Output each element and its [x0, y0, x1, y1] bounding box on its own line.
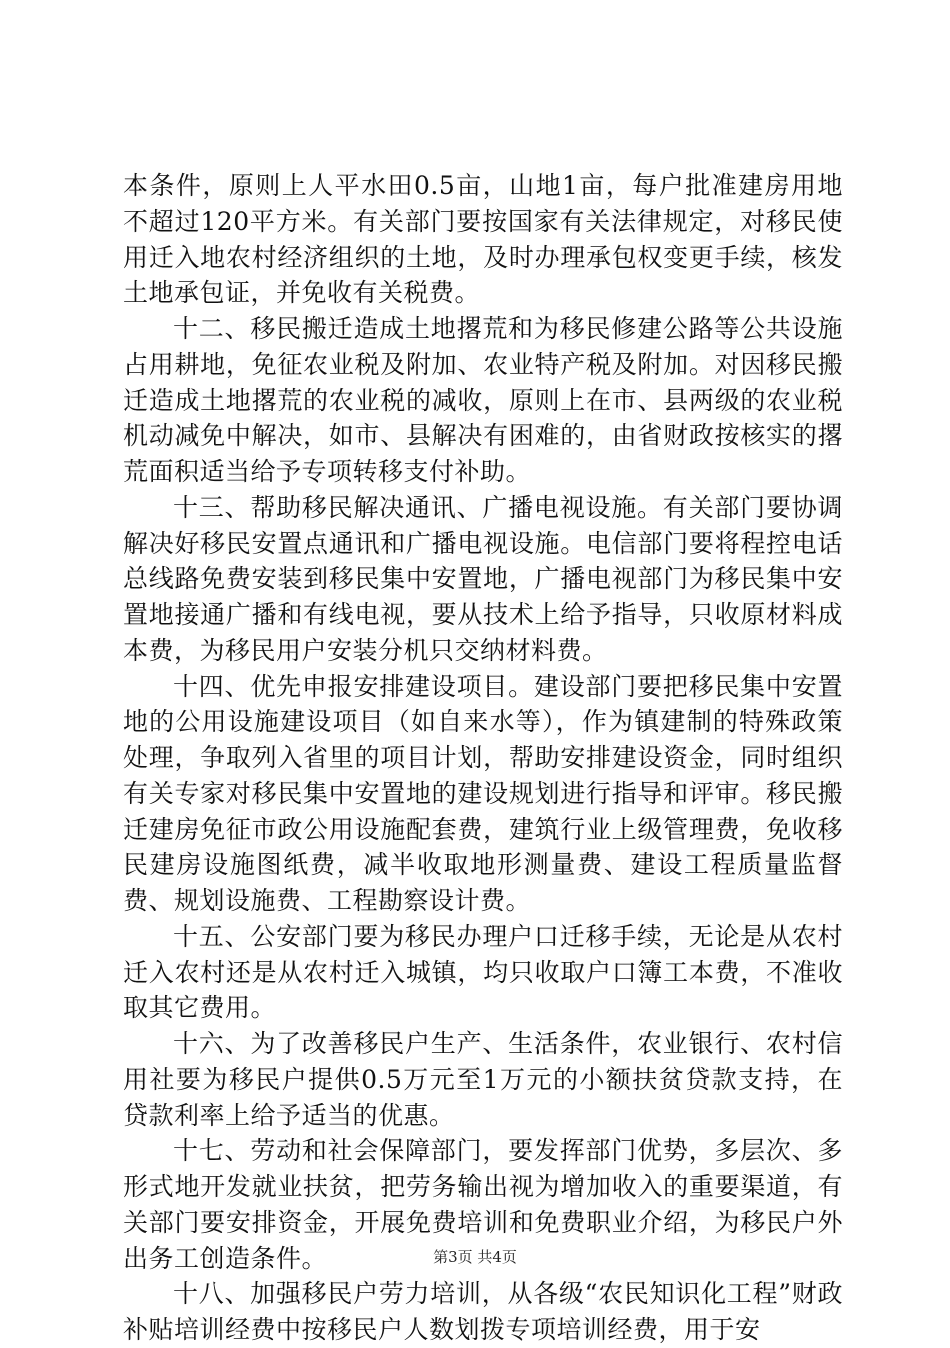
document-body [123, 168, 843, 1348]
paragraph: 十七、劳动和社会保障部门，要发挥部门优势，多层次、多形式地开发就业扶贫，把劳务输出视为增加收入的重要渠道，有关部门要安排资金，开展免费培训和免费职业介绍，为移民户外出务工创造条件。 [123, 1136, 843, 1273]
paragraph: 本条件，原则上人平水田0.5亩，山地1亩，每户批准建房用地不超过120平方米。有关部门要按国家有关法律规定，对移民使用迁入地农村经济组织的土地，及时办理承包权变更手续，核发土地承包证，并免收有关税费。 [123, 171, 843, 308]
paragraph: 十二、移民搬迁造成土地撂荒和为移民修建公路等公共设施占用耕地，免征农业税及附加、农业特产税及附加。对因移民搬迁造成土地撂荒的农业税的减收，原则上在市、县两级的农业税机动减免中解决，如市、县解决有困难的，由省财政按核实的撂荒面积适当给予专项转移支付补助。 [123, 314, 843, 486]
paragraph: 十三、帮助移民解决通讯、广播电视设施。有关部门要协调解决好移民安置点通讯和广播电视设施。电信部门要将程控电话总线路免费安装到移民集中安置地，广播电视部门为移民集中安置地接通广播和有线电视，要从技术上给予指导，只收原材料成本费，为移民用户安装分机只交纳材料费。 [123, 492, 843, 665]
paragraph: 十八、加强移民户劳力培训，从各级“农民知识化工程”财政补贴培训经费中按移民户人数划拨专项培训经费，用于安 [123, 1279, 843, 1344]
page-footer [0, 1247, 950, 1267]
paragraph: 十四、优先申报安排建设项目。建设部门要把移民集中安置地的公用设施建设项目（如自来水等），作为镇建制的特殊政策处理，争取列入省里的项目计划，帮助安排建设资金，同时组织有关专家对移民集中安置地的建设规划进行指导和评审。移民搬迁建房免征市政公用设施配套费，建筑行业上级管理费，免收移民建房设施图纸费，减半收取地形测量费、建设工程质量监督费、规划设施费、工程勘察设计费。 [123, 671, 843, 915]
paragraph: 十六、为了改善移民户生产、生活条件，农业银行、农村信用社要为移民户提供0.5万元至1万元的小额扶贫贷款支持，在贷款利率上给予适当的优惠。 [123, 1029, 843, 1130]
paragraph: 十五、公安部门要为移民办理户口迁移手续，无论是从农村迁入农村还是从农村迁入城镇，均只收取户口簿工本费，不准收取其它费用。 [123, 921, 843, 1023]
page-number: 第3页 共4页 [433, 1248, 517, 1266]
